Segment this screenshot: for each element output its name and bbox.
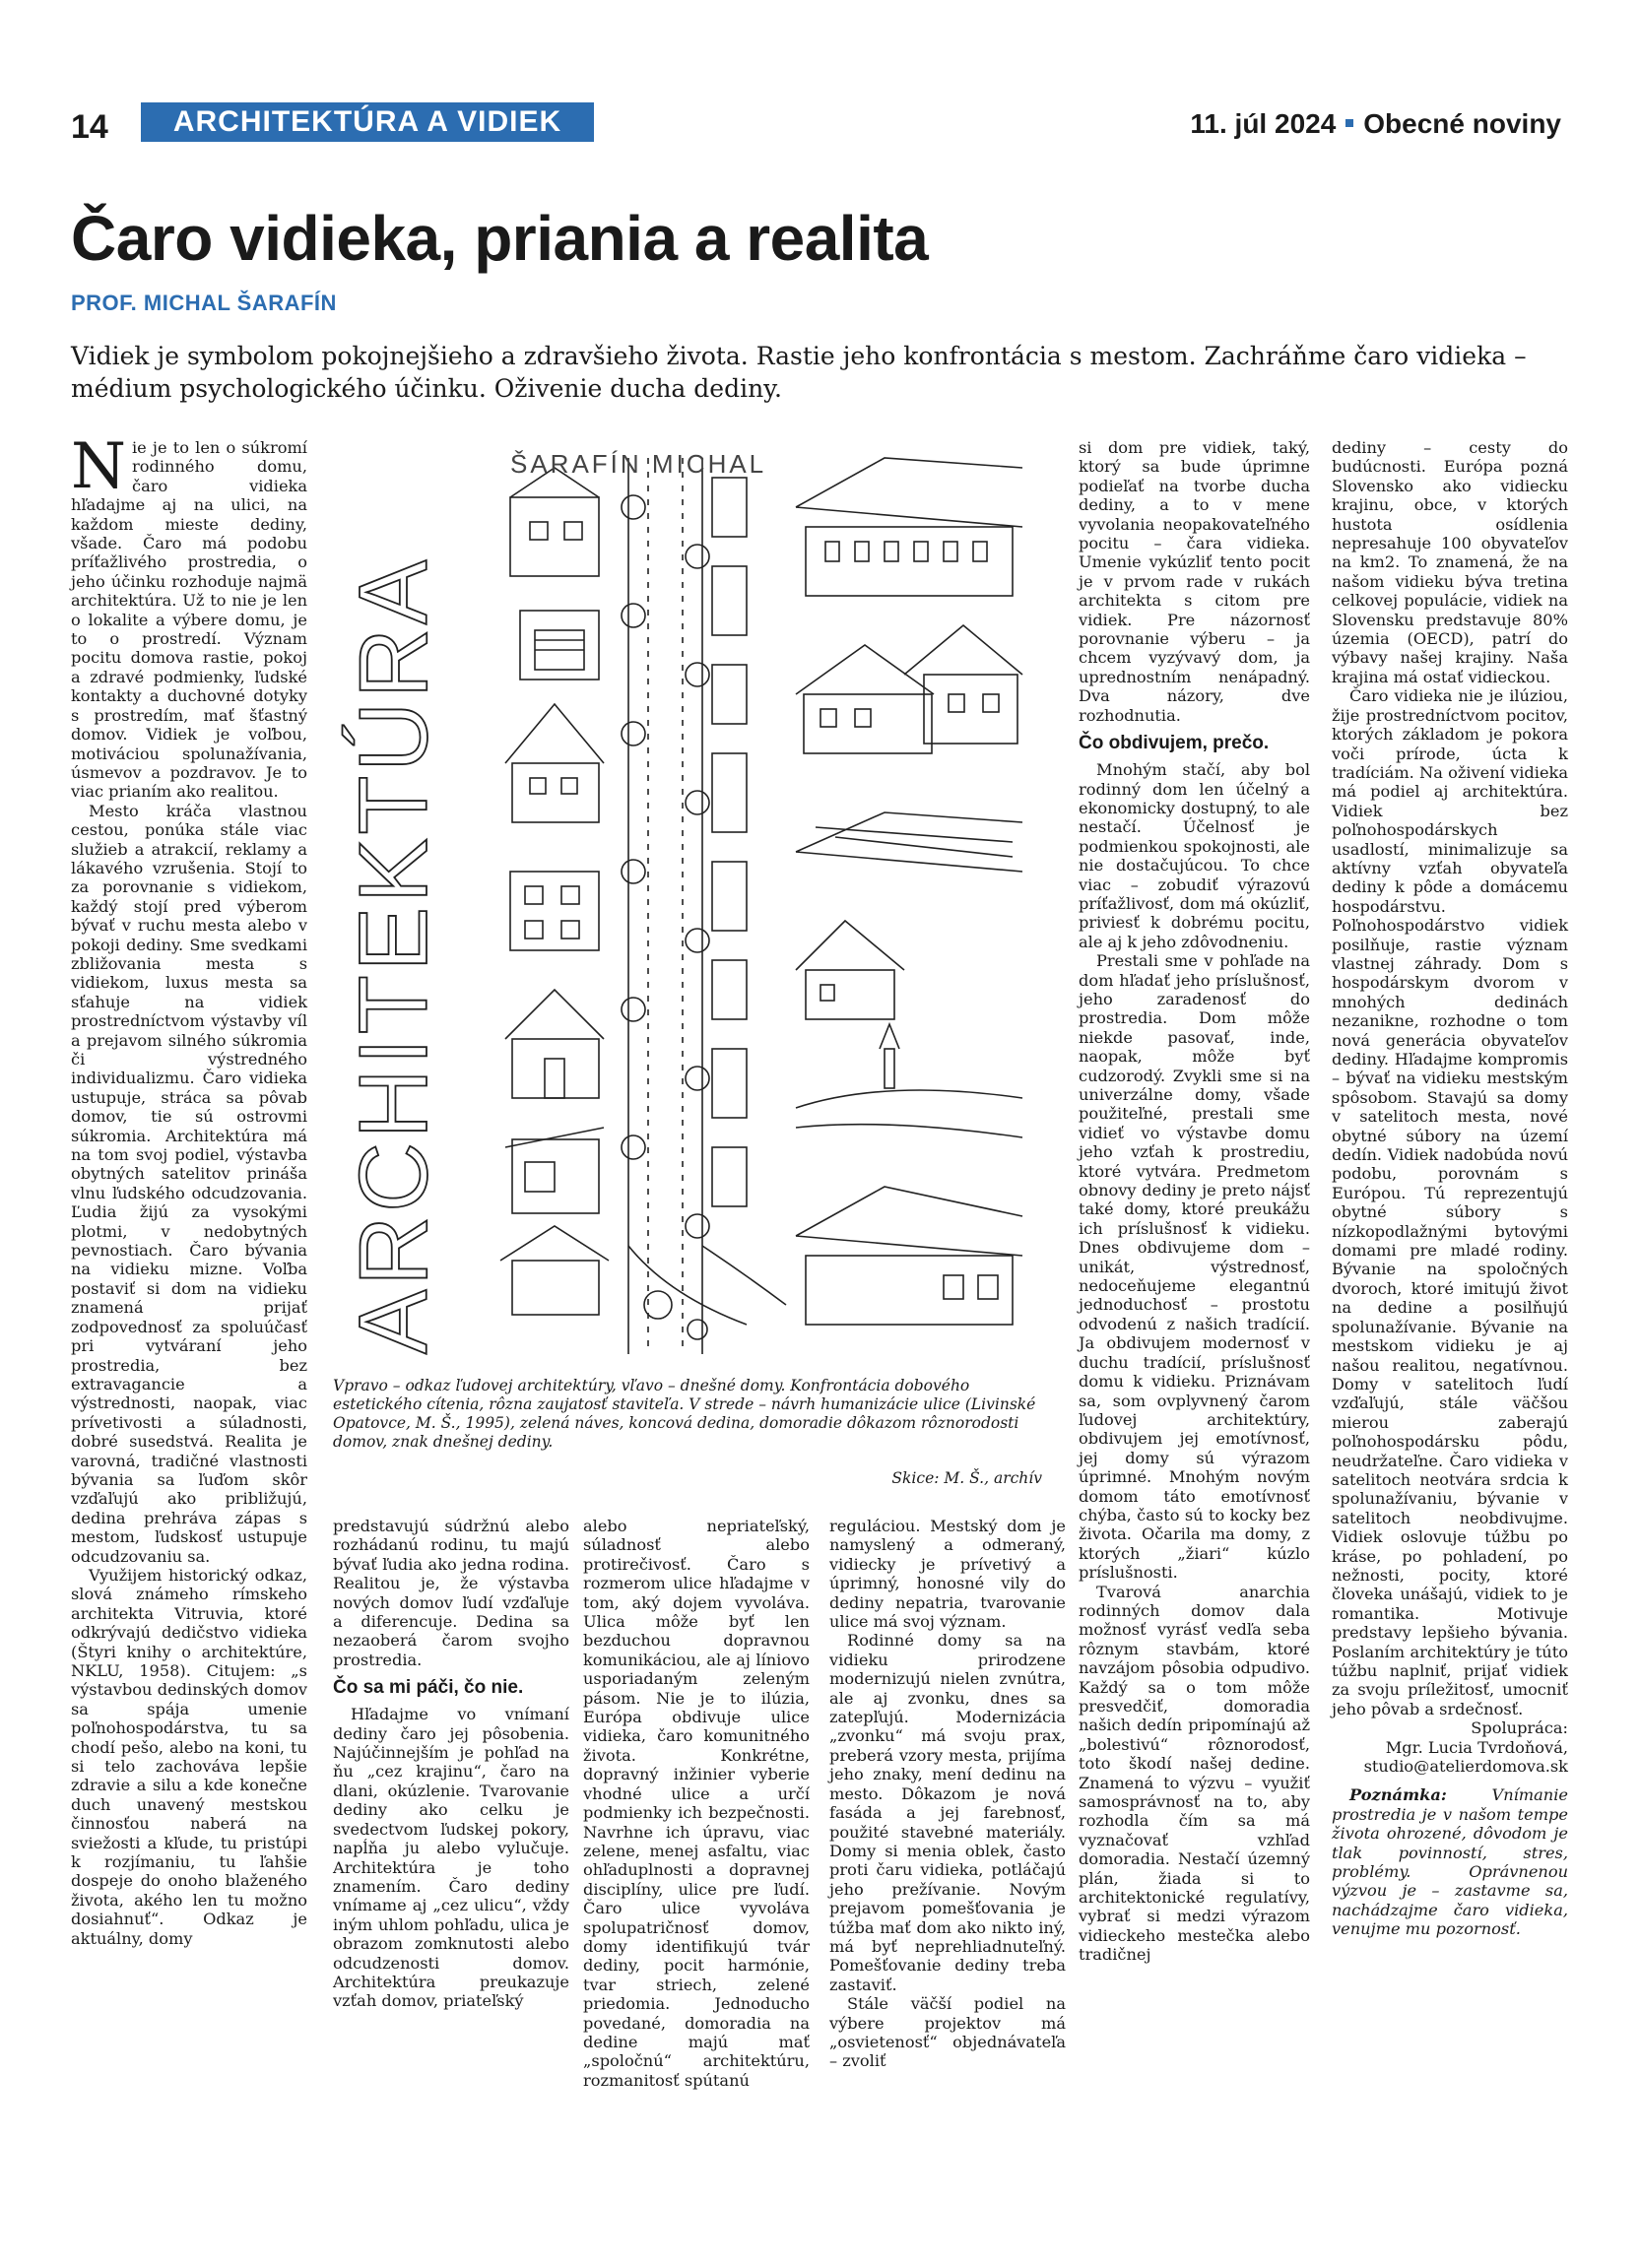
text-column-2 <box>333 1517 569 2011</box>
paragraph: Stále väčší podiel na výbere projektov má „osvietenosť“ objednávateľa – zvoliť <box>829 1994 1066 2071</box>
sketch-signature: ŠARAFÍN MICHAL <box>510 449 767 479</box>
collaborator-name: Mgr. Lucia Tvrdoňová, <box>1385 1737 1568 1757</box>
page-header <box>0 102 1640 150</box>
subheading: Čo obdivujem, prečo. <box>1079 733 1270 754</box>
collaboration-label: Spolupráca: <box>1471 1718 1568 1738</box>
street-plan-sketch <box>622 458 786 1354</box>
subheading: Čo sa mi páči, čo nie. <box>333 1677 524 1699</box>
paragraph: Čaro vidieka nie je ilúziou, žije prostredníctvom pocitov, ktorých základom je pokora voči prírode, úcta k tradíciám. Na oživení vidieka má podiel aj architektúra. Vidiek bez poľnohospodárskych usadlostí, minimalizuje sa aktívny vzťah obyvateľa dediny k pôde a domácemu hospodárstvu. Poľnohospodárstvo vidiek posilňuje, rastie význam vlastnej záhrady. Dom s hospodárskym dvorom v mnohých dedinách nezanikne, rozhodne o tom nová generácia obyvateľov dediny. Hľadajme kompromis – bývať na vidieku mestským spôsobom. Stavajú sa domy v satelitoch mesta, nové obytné súbory na území dedín. Vidiek nadobúda novú podobu, porovnám s Európou. Tú reprezentujú obytné súbory s nízkopodlažnými bytovými domami pre mladé rodiny. Bývanie na spoločných dvoroch, ktoré imitujú život na dedine a posilňujú spolunažívanie. Bývanie na mestskom vidieku je aj našou realitou, negatívnou. Domy v satelitoch ľudí vzďaľujú, stále väčšou mierou zaberajú poľnohospodársku pôdu, neudržateľne. Čaro vidieka v satelitoch neotvára srdcia k spolunažívaniu, bývanie v satelitoch neobdivujme. Vidiek oslovuje túžbu po kráse, po pohladení, po nežnosti, pocity, ktoré človeka unášajú, vidiek to je romantika. Motivuje predstavy lepšieho bývania. Poslaním architektúry je túto túžbu naplniť, prijať vidiek za svoju príležitosť, umocniť jeho pôvab a srdečnosť. <box>1332 686 1568 1718</box>
text-column-1 <box>71 430 307 1948</box>
illustration-credit: Skice: M. Š., archív <box>891 1469 1042 1487</box>
note-label: Poznámka: <box>1349 1785 1447 1805</box>
collaborator-email: studio@atelierdomova.sk <box>1363 1757 1568 1777</box>
architecture-sketch <box>333 438 1042 1369</box>
text-column-3 <box>583 1517 810 2090</box>
article-lead: Vidiek je symbolom pokojnejšieho a zdravšieho života. Rastie jeho konfrontácia s mestom. Zachráňme čaro vidieka – médium psychologického účinku. Oživenie ducha dediny. <box>71 342 1527 403</box>
paragraph: Tvarová anarchia rodinných domov dala možnosť vyrásť vedľa seba rôznym stavbám, ktoré navzájom pôsobia odpudivo. Každý sa o tom môže presvedčiť, domoradia našich dedín pripomínajú až „bolestivú“ rôznorodosť, toto škodí našej dedine. Znamená to výzvu – využiť samosprávnosť na to, aby rozhodla čím sa má vyznačovať vzhľad domoradia. Nestačí územný plán, žiada si to architektonické regulatívy, vybrať si medzi výrazom vidieckeho mestečka alebo tradičnej <box>1079 1582 1310 1965</box>
paragraph: Mnohým stačí, aby bol rodinný dom len účelný a ekonomicky dostupný, to ale nestačí. Účelnosť je podmienkou spokojnosti, ale nie dostačujúcou. To chce viac – zobudiť výrazovú príťažlivosť, dom má okúzliť, priviesť k dobrému pocitu, ale aj k jeho zdôvodneniu. <box>1079 760 1310 951</box>
folk-house-sketches <box>796 458 1022 1325</box>
section-banner: ARCHITEKTÚRA A VIDIEK <box>141 102 594 142</box>
paragraph: Rodinné domy sa na vidieku prirodzene modernizujú nielen zvnútra, ale aj zvonku, dnes sa zatepľujú. Modernizácia „zvonku“ má svoju prax, preberá vzory mesta, prijíma jeho znaky, mení dedinu na mesto. Dôkazom je nová fasáda a jej farebnosť, použité stavebné materiály. Domy si menia oblek, často proti čaru vidieka, potláčajú jeho prežívanie. Novým prejavom pomešťovania je túžba mať dom ako nikto iný, má byť neprehliadnuteľný. Pomešťovanie dediny treba zastaviť. <box>829 1631 1066 1994</box>
sketch-illustration <box>333 438 1042 1369</box>
text-column-6 <box>1332 438 1568 1939</box>
issue-info <box>1190 108 1561 140</box>
article-author: PROF. MICHAL ŠARAFÍN <box>71 291 337 315</box>
article-title: Čaro vidieka, priania a realita <box>71 203 929 274</box>
paragraph: Mesto kráča vlastnou cestou, ponúka stále viac služieb a atrakcií, reklamy a lákavého vzrušenia. Stojí to za porovnanie s vidiekom, každý stojí pred výberom bývať v ruchu mesta alebo v pokoji dediny. Sme svedkami zbližovania mesta s vidiekom, luxus mesta sa sťahuje na vidiek prostredníctvom výstavby víl a prejavom silného súkromia či výstredného individualizmu. Čaro vidieka ustupuje, stráca sa pôvab domov, tie sú ostrovmi súkromia. Architektúra má na tom svoj podiel, výstavba obytných satelitov prináša vlnu ľudského odcudzovania. Ľudia žijú za vysokými plotmi, v nedobytných pevnostiach. Čaro bývania na vidieku mizne. Voľba postaviť si dom na vidieku znamená prijať zodpovednosť za spoluúčasť pri vytváraní jeho prostredia, bez extravagancie a výstrednosti, naopak, viac prívetivosti a súladnosti, dobré susedstvá. Realita je varovná, tradičné vlastnosti bývania sa ľuďom skôr vzďaľujú ako približujú, dedina prehráva zápas s mestom, ľudskosť ustupuje odcudzovaniu sa. <box>71 801 307 1566</box>
vertical-word: ARCHITEKTÚRA <box>339 555 447 1354</box>
text-column-4 <box>829 1517 1066 2071</box>
paragraph: Nie je to len o súkromí rodinného domu, čaro vidieka hľadajme aj na ulici, na každom mieste dediny, všade. Čaro má podobu príťažlivého prostredia, o jeho účinku rozhoduje najmä architektúra. Už to nie je len o lokalite a výbere domu, je to o prostredí. Význam pocitu domova rastie, pokoj a zdravé podmienky, ľudské kontakty a duchovné dotyky s prostredím, mať šťastný domov. Vidiek je voľbou, motiváciou spolunažívania, úsmevov a pozdravov. Je to viac prianím ako realitou. <box>71 430 307 802</box>
paragraph: reguláciou. Mestský dom je namyslený a odmeraný, vidiecky je prívetivý a úprimný, honosné vily do dediny nepatria, tvarovanie ulice má svoj význam. <box>829 1517 1066 1632</box>
paragraph: Využijem historický odkaz, slová známeho rímskeho architekta Vitruvia, ktoré odkrývajú dedičstvo vidieka (Štyri knihy o architektúre, NKLU, 1958). Citujem: „s výstavbou dedinských domov sa spája umenie poľnohospodárstva, tu sa chodí pešo, alebo na koni, tu si telo zachováva lepšie zdravie a silu a kde konečne duch unavený mestskou činnosťou naberá na sviežosti a kľude, tu pristúpi k rozjímaniu, tu ľahšie dospeje do onoho blaženého života, akého len tu možno dosiahnuť“. Odkaz je aktuálny, domy <box>71 1565 307 1948</box>
house-sketches-left <box>500 468 609 1315</box>
note: Poznámka: Vnímanie prostredia je v našom tempe života ohrozené, dôvodom je tlak povinností, stres, problémy. Oprávnenou výzvou je – zastavme sa, nachádzajme čaro vidieka, venujme mu pozornosť. <box>1332 1785 1568 1939</box>
paragraph: alebo nepriateľský, súladnosť alebo protirečivosť. Čaro s rozmerom ulice hľadajme v tom, aký dojem vyvoláva. Ulica môže byť len bezduchou dopravnou komunikáciou, ale aj líniovo usporiadaným zeleným pásom. Nie je to ilúzia, Európa obdivuje ulice vidieka, čaro komunitného života. Konkrétne, dopravný inžinier vyberie vhodné ulice a určí podmienky ich bezpečnosti. Navrhne ich úpravu, viac zelene, menej asfaltu, viac ohľaduplnosti a dopravnej disciplíny, ulice pre ľudí. Čaro ulice vyvoláva spolupatričnosť domov, domy identifikujú tvár dediny, pocit harmónie, tvar striech, zelené priedomia. Jednoducho povedané, domoradia na dedine majú mať „spoločnú“ architektúru, rozmanitosť spútanú <box>583 1517 810 2090</box>
paragraph: Prestali sme v pohľade na dom hľadať jeho príslušnosť, jeho zaradenosť do prostredia. Dom môže niekde pasovať, inde, naopak, môže byť cudzorodý. Zvykli sme si na univerzálne domy, všade použiteľné, prestali sme vidieť vo výstavbe domu jeho vzťah k prostrediu, ktoré vytvára. Predmetom obnovy dediny je preto nájsť také domy, ktoré preukážu ich príslušnosť k vidieku. Dnes obdivujeme dom – unikát, výstrednosť, nedoceňujeme elegantnú jednoduchosť – prostotu odvodenú z našich tradícií. Ja obdivujem modernosť v duchu tradícií, príslušnosť domu k vidieku. Priznávam sa, som ovplyvnený čarom ľudovej architektúry, obdivujem jej emotívnosť, jej domy sú výrazom úprimné. Mnohým novým domom táto emotívnosť chýba, často sú to kocky bez života. Očarila ma domy, z ktorých „žiari“ kúzlo príslušnosti. <box>1079 951 1310 1583</box>
drop-cap: N <box>71 430 126 503</box>
paragraph: Hľadajme vo vnímaní dediny čaro jej pôsobenia. Najúčinnejším je pohľad na ňu „cez krajinu“, čaro na dlani, okúzlenie. Tvarovanie dediny ako celku je svedectvom ľudskej pokory, napĺňa ju alebo vylučuje. Architektúra je toho znamením. Čaro dediny vnímame aj „cez ulicu“, vždy iným uhlom pohľadu, ulica je obrazom zomknutosti alebo odcudzenosti domov. Architektúra preukazuje vzťah domov, priateľský <box>333 1705 569 2011</box>
separator-square-icon <box>1345 119 1353 127</box>
paragraph: predstavujú súdržnú alebo rozhádanú rodinu, tu majú bývať ľudia ako jedna rodina. Realitou je, že výstavba nových domov ľudí vzďaľuje a diferencuje. Dedina sa nezaoberá čarom svojho prostredia. <box>333 1517 569 1669</box>
paragraph: dediny – cesty do budúcnosti. Európa pozná Slovensko ako vidiecku krajinu, obce, v ktorých hustota osídlenia nepresahuje 100 obyvateľov na km2. To znamená, že na našom vidieku býva tretina celkovej populácie, vidiek na Slovensku predstavuje 80% územia (OECD), patrí do výbavy našej krajiny. Naša krajina má ostať vidieckou. <box>1332 438 1568 686</box>
paragraph: si dom pre vidiek, taký, ktorý sa bude úprimne podieľať na tvorbe ducha dediny, a to v mene vyvolania neopakovateľného pocitu – čara vidieka. Umenie vykúzliť tento pocit je v prvom rade v rukách architekta s citom pre vidiek. Pre názornosť porovnanie výberu – ja chcem vyzývavý dom, ja uprednostním nenápadný. Dva názory, dve rozhodnutia. <box>1079 438 1310 725</box>
page-number: 14 <box>71 108 108 146</box>
paper-name: Obecné noviny <box>1363 108 1561 139</box>
issue-date: 11. júl 2024 <box>1190 108 1337 139</box>
text-column-5 <box>1079 438 1310 1965</box>
illustration-caption: Vpravo – odkaz ľudovej architektúry, vľavo – dnešné domy. Konfrontácia dobového estetického cítenia, rôzna zaujatosť staviteľa. V strede – návrh humanizácie ulice (Livinské Opatovce, M. Š., 1995), zelená náves, koncová dedina, domoradie dôkazom rôznorodosti domov, znak dnešnej dediny. <box>333 1377 1036 1451</box>
